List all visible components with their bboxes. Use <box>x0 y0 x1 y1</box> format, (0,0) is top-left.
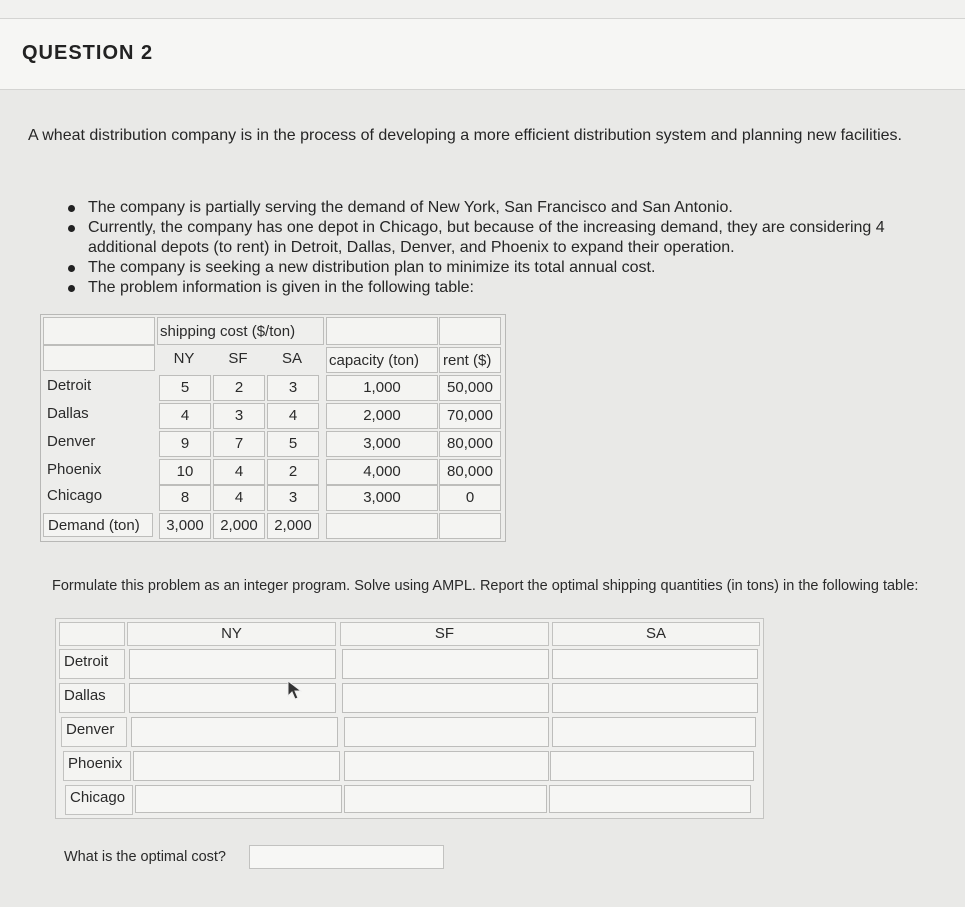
empty-cell <box>439 317 501 345</box>
formulate-instructions: Formulate this problem as an integer program. Solve using AMPL. Report the optimal shipping quantities (in tons) in the following table: <box>52 578 919 594</box>
empty-cell <box>326 513 438 539</box>
rent-cell: 80,000 <box>439 459 501 485</box>
row-label-denver: Denver <box>47 433 96 450</box>
detroit-sf-input[interactable] <box>343 650 548 678</box>
row-label-phoenix: Phoenix <box>47 461 102 478</box>
mouse-cursor-icon <box>286 680 304 702</box>
bullet-item: The company is seeking a new distribution plan to minimize its total annual cost. <box>66 258 956 278</box>
answer-input[interactable] <box>344 785 547 813</box>
dallas-ny-input[interactable] <box>130 684 335 712</box>
col-header-sa: SA <box>281 350 302 367</box>
problem-data-table <box>40 314 506 542</box>
answer-input[interactable] <box>552 717 756 747</box>
cost-cell: 4 <box>213 485 265 511</box>
cost-cell: 3 <box>213 403 265 429</box>
rent-cell: 70,000 <box>439 403 501 429</box>
col-header-ny: NY <box>173 350 195 367</box>
row-label-detroit: Detroit <box>47 377 92 394</box>
cost-cell: 9 <box>159 431 211 457</box>
empty-cell <box>43 345 155 371</box>
detroit-ny-input[interactable] <box>130 650 335 678</box>
optimal-cost-label: What is the optimal cost? <box>64 849 226 865</box>
answer-table <box>55 618 764 819</box>
cost-cell: 4 <box>267 403 319 429</box>
phoenix-sf-input[interactable] <box>345 752 548 780</box>
empty-cell <box>439 513 501 539</box>
answer-input[interactable] <box>131 717 338 747</box>
capacity-cell: 3,000 <box>326 485 438 511</box>
chicago-sa-input[interactable] <box>550 786 750 812</box>
col-header-sf: SF <box>340 622 549 646</box>
cost-cell: 3 <box>267 375 319 401</box>
answer-input[interactable] <box>342 683 549 713</box>
demand-label: Demand (ton) <box>43 513 153 537</box>
empty-cell <box>326 317 438 345</box>
answer-row-label: Denver <box>61 717 127 747</box>
bullet-item: Currently, the company has one depot in Chicago, but because of the increasing demand, they are considering 4 additional depots (to rent) in Detroit, Dallas, Denver, and Phoenix to expand their operation. <box>66 218 956 258</box>
denver-ny-input[interactable] <box>132 718 337 746</box>
rent-cell: 80,000 <box>439 431 501 457</box>
cost-cell: 7 <box>213 431 265 457</box>
answer-input[interactable] <box>549 785 751 813</box>
answer-input[interactable] <box>552 649 758 679</box>
capacity-cell: 4,000 <box>326 459 438 485</box>
question-title: QUESTION 2 <box>22 42 154 64</box>
demand-cell: 2,000 <box>267 513 319 539</box>
chicago-sf-input[interactable] <box>345 786 546 812</box>
answer-input[interactable] <box>129 649 336 679</box>
phoenix-sa-input[interactable] <box>551 752 753 780</box>
answer-input[interactable] <box>550 751 754 781</box>
bullet-item: The problem information is given in the following table: <box>66 278 956 298</box>
optimal-cost-field[interactable] <box>249 845 444 869</box>
cost-cell: 10 <box>159 459 211 485</box>
cost-cell: 5 <box>159 375 211 401</box>
answer-row-label: Phoenix <box>63 751 131 781</box>
dallas-sa-input[interactable] <box>553 684 757 712</box>
answer-input[interactable] <box>135 785 342 813</box>
dallas-sf-input[interactable] <box>343 684 548 712</box>
empty-cell <box>59 622 125 646</box>
bullet-item: The company is partially serving the demand of New York, San Francisco and San Antonio. <box>66 198 956 218</box>
col-header-sa: SA <box>552 622 760 646</box>
capacity-header: capacity (ton) <box>329 352 420 369</box>
answer-row-label: Chicago <box>65 785 133 815</box>
detroit-sa-input[interactable] <box>553 650 757 678</box>
answer-input[interactable] <box>344 717 549 747</box>
optimal-cost-input[interactable] <box>250 846 443 868</box>
demand-cell: 3,000 <box>159 513 211 539</box>
question-bullets <box>66 198 956 298</box>
capacity-cell: 1,000 <box>326 375 438 401</box>
demand-cell: 2,000 <box>213 513 265 539</box>
rent-cell: 0 <box>439 485 501 511</box>
question-intro: A wheat distribution company is in the process of developing a more efficient distribution system and planning new facilities. <box>28 127 902 144</box>
cost-cell: 4 <box>213 459 265 485</box>
rent-header: rent ($) <box>443 352 492 369</box>
row-label-dallas: Dallas <box>47 405 89 422</box>
col-header-sf: SF <box>228 350 248 367</box>
answer-input[interactable] <box>133 751 340 781</box>
cost-cell: 4 <box>159 403 211 429</box>
phoenix-ny-input[interactable] <box>134 752 339 780</box>
denver-sf-input[interactable] <box>345 718 548 746</box>
capacity-cell: 2,000 <box>326 403 438 429</box>
answer-row-label: Detroit <box>59 649 125 679</box>
empty-cell <box>43 317 155 345</box>
cost-cell: 2 <box>267 459 319 485</box>
cost-cell: 3 <box>267 485 319 511</box>
cost-cell: 2 <box>213 375 265 401</box>
denver-sa-input[interactable] <box>553 718 755 746</box>
col-header-ny: NY <box>127 622 336 646</box>
answer-row-label: Dallas <box>59 683 125 713</box>
answer-input[interactable] <box>344 751 549 781</box>
answer-input[interactable] <box>342 649 549 679</box>
shipping-cost-header: shipping cost ($/ton) <box>160 323 296 340</box>
capacity-cell: 3,000 <box>326 431 438 457</box>
chicago-ny-input[interactable] <box>136 786 341 812</box>
rent-cell: 50,000 <box>439 375 501 401</box>
answer-input[interactable] <box>552 683 758 713</box>
cost-cell: 5 <box>267 431 319 457</box>
cost-cell: 8 <box>159 485 211 511</box>
answer-input[interactable] <box>129 683 336 713</box>
row-label-chicago: Chicago <box>47 487 103 504</box>
top-band <box>0 0 965 18</box>
